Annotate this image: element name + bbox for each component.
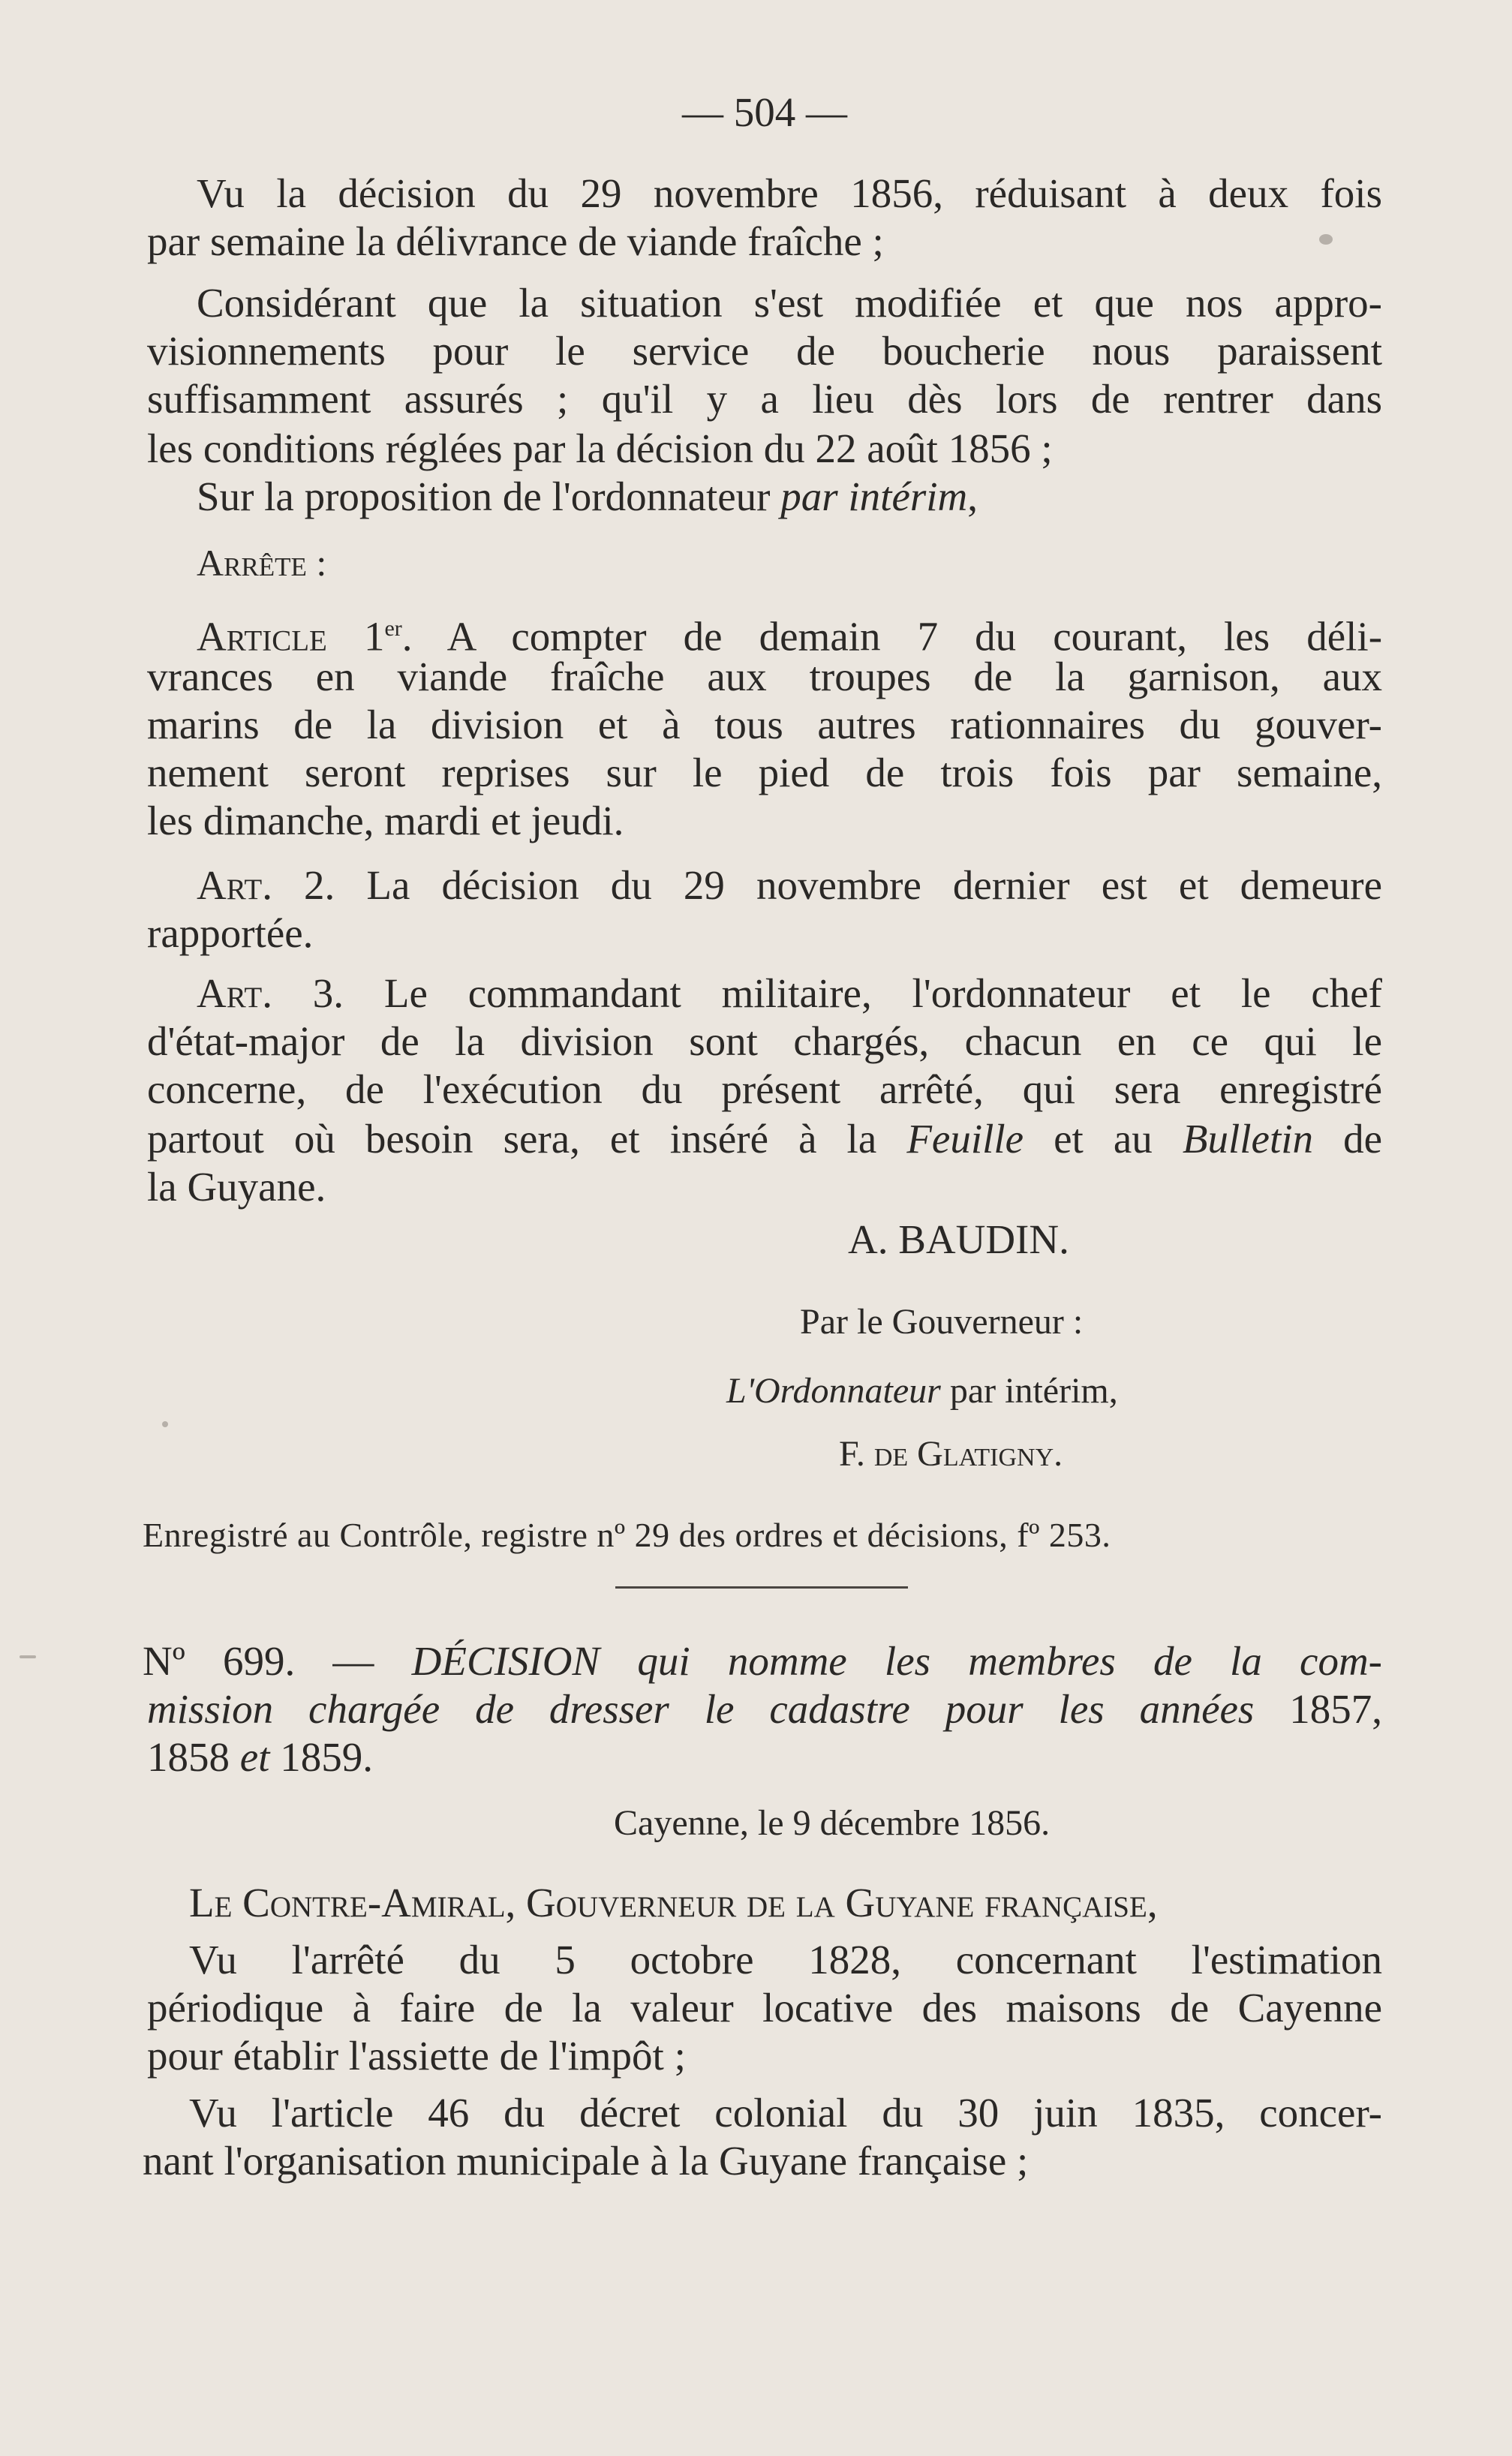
paragraph-line: pour établir l'assiette de l'impôt ;: [147, 2033, 686, 2079]
text-span: Le commandant militaire, l'ordonnateur et le chef: [344, 970, 1382, 1016]
text-span: 1857,: [1289, 1686, 1382, 1732]
paragraph-line: vrances en viande fraîche aux troupes de la garnison, aux: [147, 654, 1382, 699]
paragraph-line: visionnements pour le service de boucherie nous paraissent: [147, 328, 1382, 374]
text-span: par intérim,: [940, 1371, 1118, 1411]
page-number: — 504 —: [682, 89, 847, 135]
text-span: et au: [1024, 1116, 1183, 1162]
paragraph-line: périodique à faire de la valeur locative des maisons de Cayenne: [147, 1985, 1382, 2031]
paragraph-line: d'état-major de la division sont chargés, chacun en ce qui le: [147, 1018, 1382, 1064]
paragraph-line: la Guyane.: [147, 1164, 326, 1210]
governor-intro: Le Contre-Amiral, Gouverneur de la Guyane française,: [189, 1880, 1158, 1925]
paper-speck: [20, 1655, 36, 1658]
decision-title-line: [147, 1733, 1382, 1781]
italic-span: L'Ordonnateur: [726, 1371, 941, 1411]
decision-title-line: [147, 1685, 1382, 1733]
paragraph-line: marins de la division et à tous autres rationnaires du gouver-: [147, 702, 1382, 747]
paragraph-line: les conditions réglées par la décision du 22 août 1856 ;: [147, 425, 1053, 471]
paragraph-line: les dimanche, mardi et jeudi.: [147, 798, 624, 843]
ordonnateur-line: [726, 1367, 1327, 1415]
decision-title-line: [143, 1637, 1382, 1685]
paragraph-line: Vu l'article 46 du décret colonial du 30 juin 1835, concer-: [189, 2090, 1382, 2136]
paragraph-line: nement seront reprises sur le pied de trois fois par semaine,: [147, 750, 1382, 795]
paragraph-line: Vu l'arrêté du 5 octobre 1828, concernant l'estimation: [189, 1937, 1382, 1983]
place-date: Cayenne, le 9 décembre 1856.: [614, 1803, 1051, 1843]
text-span: ,: [967, 473, 978, 519]
text-span: 1859.: [269, 1734, 373, 1780]
article-3-line: [197, 969, 1382, 1018]
text-span: partout où besoin sera, et inséré à la: [147, 1116, 907, 1162]
italic-span: Bulletin: [1182, 1116, 1314, 1162]
article-label: Art. 2.: [197, 862, 335, 908]
paragraph-line: nant l'organisation municipale à la Guyane française ;: [143, 2138, 1029, 2184]
countersignature: F. de Glatigny.: [839, 1434, 1063, 1474]
paragraph-line: [197, 473, 1432, 521]
paragraph-line: Vu la décision du 29 novembre 1856, réduisant à deux fois: [197, 170, 1382, 216]
italic-span: Feuille: [906, 1116, 1024, 1162]
paper-speck: [162, 1421, 168, 1427]
text-span: . A compter de demain 7 du courant, les déli-: [401, 613, 1383, 660]
italic-span: DÉCISION qui nomme les membres de la com-: [411, 1638, 1382, 1684]
text-span: 1858: [147, 1734, 240, 1780]
decision-number: Nº 699. —: [143, 1638, 412, 1684]
arrete-heading: Arrête :: [197, 542, 327, 584]
paragraph-line: Considérant que la situation s'est modifiée et que nos appro-: [197, 280, 1382, 326]
by-governor-line: Par le Gouverneur :: [800, 1302, 1084, 1342]
article-label: Art. 3.: [197, 970, 344, 1016]
paragraph-line: par semaine la délivrance de viande fraîche ;: [147, 218, 884, 264]
superscript: er: [384, 616, 402, 641]
text-span: La décision du 29 novembre dernier est et demeure: [335, 862, 1382, 908]
italic-span: mission chargée de dresser le cadastre pour les années: [147, 1686, 1290, 1732]
article-2-line: [197, 861, 1382, 909]
italic-span: par intérim: [780, 473, 968, 519]
paper-speck: [1319, 234, 1333, 245]
paragraph-line: rapportée.: [147, 910, 314, 956]
text-span: Sur la proposition de l'ordonnateur: [197, 473, 781, 519]
paragraph-line: [147, 1115, 1382, 1163]
signature: A. BAUDIN.: [848, 1216, 1069, 1262]
text-span: de: [1313, 1116, 1382, 1162]
paragraph-line: concerne, de l'exécution du présent arrêté, qui sera enregistré: [147, 1066, 1382, 1112]
article-label: Article 1: [197, 613, 385, 660]
paragraph-line: suffisamment assurés ; qu'il y a lieu dès lors de rentrer dans: [147, 376, 1382, 422]
section-divider: [615, 1586, 908, 1589]
registration-note: Enregistré au Contrôle, registre nº 29 des ordres et décisions, fº 253.: [143, 1516, 1111, 1554]
italic-span: et: [239, 1734, 270, 1780]
